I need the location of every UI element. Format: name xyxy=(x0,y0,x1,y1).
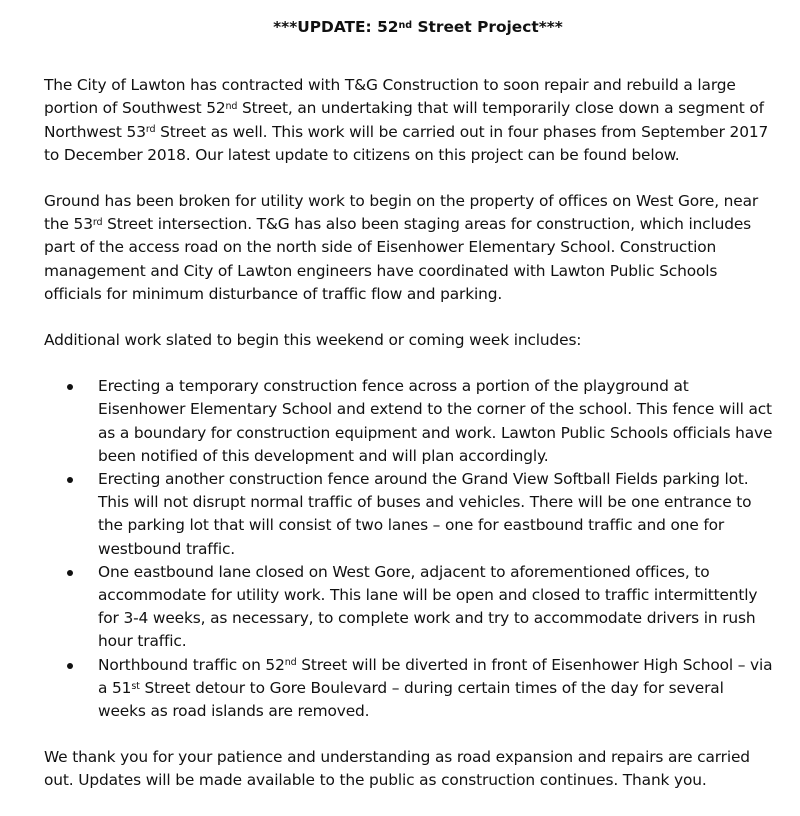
title-text-suffix: Street Project*** xyxy=(412,18,563,36)
bullet-icon xyxy=(67,384,73,390)
document-body xyxy=(44,16,774,816)
progress-superscript: rd xyxy=(92,216,103,228)
intro-text-3: Street as well. This work will be carried out in four phases from September 2017 to December 2018. Our latest update to citizens on this project can be found below. xyxy=(44,122,769,164)
intro-superscript-2: rd xyxy=(145,124,156,136)
intro-text-2: Street, an undertaking that will temporarily close down a segment of Northwest 53 xyxy=(44,99,764,141)
list-item-text-3: Street detour to Gore Boulevard – during certain times of the day for several weeks as road islands are removed. xyxy=(98,678,724,721)
list-item-text-2: Street will be diverted in front of Eisenhower High School – via a 51 xyxy=(98,655,773,697)
bullet-icon xyxy=(67,477,73,483)
progress-text-2: Street intersection. T&G has also been staging areas for construction, which includes part of the access road on the north side of Eisenhower Elementary School. Construction management and City of Lawton engineers have coordinated with Lawton Public Schools officials for minimum disturbance of traffic flow and parking. xyxy=(44,215,752,303)
title-superscript: nd xyxy=(398,19,413,31)
additional-work-paragraph: Additional work slated to begin this weekend or coming week includes: xyxy=(44,331,582,350)
intro-text-1: The City of Lawton has contracted with T&G Construction to soon repair and rebuild a large portion of Southwest 52 xyxy=(44,76,736,118)
list-item xyxy=(44,654,774,724)
document-title xyxy=(44,16,774,39)
closing-paragraph: We thank you for your patience and understanding as road expansion and repairs are carried out. Updates will be made available to the public as construction continues. Thank you. xyxy=(44,748,750,790)
list-item xyxy=(44,468,774,561)
title-text: ***UPDATE: 52 xyxy=(273,18,399,36)
list-item-superscript-1: nd xyxy=(284,657,297,669)
bullet-icon xyxy=(67,570,73,576)
intro-paragraph xyxy=(44,74,774,167)
list-item xyxy=(44,561,774,654)
intro-superscript-1: nd xyxy=(225,101,238,113)
progress-paragraph xyxy=(44,190,774,306)
progress-text-1: Ground has been broken for utility work to begin on the property of offices on West Gore, near the 53 xyxy=(44,192,759,234)
list-item-text: Erecting a temporary construction fence across a portion of the playground at Eisenhower Elementary School and extend to the corner of the school. This fence will act as a boundary for construction equipment and work. Lawton Public Schools officials have been notified of this development and will plan accordingly. xyxy=(98,377,773,465)
list-item xyxy=(44,375,774,468)
list-item-text xyxy=(98,656,772,720)
list-item-superscript-2: st xyxy=(131,680,140,692)
list-item-text: One eastbound lane closed on West Gore, adjacent to aforementioned offices, to accommodate for utility work. This lane will be open and closed to traffic intermittently for 3-4 weeks, as necessary, to complete work and try to accommodate drivers in rush hour traffic. xyxy=(98,562,758,651)
work-list xyxy=(44,375,774,723)
bullet-icon xyxy=(67,663,73,669)
list-item-text-1: Northbound traffic on 52 xyxy=(98,655,285,674)
list-item-text: Erecting another construction fence around the Grand View Softball Fields parking lot. This will not disrupt normal traffic of buses and vehicles. There will be one entrance to the parking lot that will consist of two lanes – one for eastbound traffic and one for westbound traffic. xyxy=(98,470,752,558)
